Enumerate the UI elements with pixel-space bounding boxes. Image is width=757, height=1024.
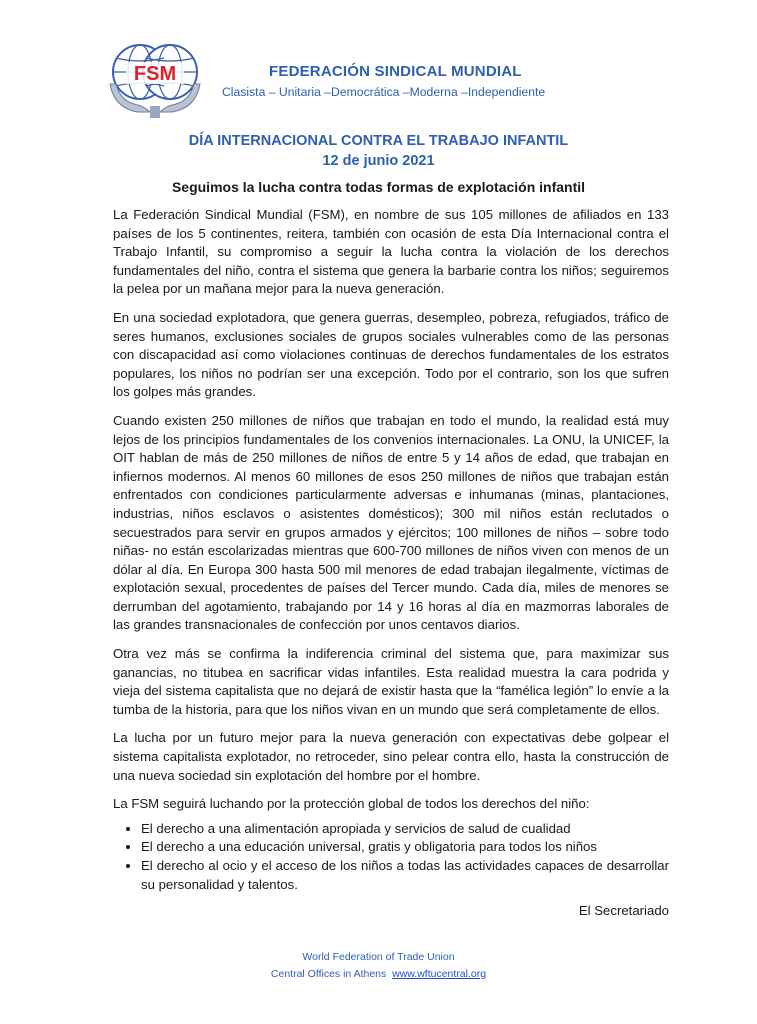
paragraph: La FSM seguirá luchando por la protección global de todos los derechos del niño: — [113, 796, 590, 812]
signature: El Secretariado — [578, 903, 669, 919]
fsm-logo — [104, 38, 206, 120]
paragraph: Otra vez más se confirma la indiferencia criminal del sistema que, para maximizar sus ganancias, no titubea en sacrificar vidas infantiles. Esta realidad muestra la cara podrida y vieja del sistema capitalista que no dejará de existir hasta que la “famélica legión” lo envíe a la tumba de la historia, para que los niños vivan en un mundo que será completamente de ellos. — [113, 646, 669, 717]
footer-org: World Federation of Trade Union — [302, 951, 455, 963]
org-tagline: Clasista – Unitaria –Democrática –Moderna –Independiente — [222, 85, 546, 99]
footer-address — [0, 966, 757, 983]
paragraph: La Federación Sindical Mundial (FSM), en nombre de sus 105 millones de afiliados en 133 países de los 5 continentes, reitera, también con ocasión de esta Día Internacional contra el Trabajo Infantil, su compromiso a seguir la lucha contra la violación de los derechos fundamentales del niño, contra el sistema que genera la barbarie contra los niños; seguiremos la pelea por un mañana mejor para la nueva generación. — [113, 207, 669, 297]
org-name: FEDERACIÓN SINDICAL MUNDIAL — [269, 63, 522, 80]
document-body — [113, 206, 669, 921]
paragraph: La lucha por un futuro mejor para la nueva generación con expectativas debe golpear el sistema capitalista explotador, no retroceder, sino pelear contra ello, hasta la construcción de una nueva sociedad sin explotación del hombre por el hombre. — [113, 730, 669, 783]
website-link[interactable]: www.wftucentral.org — [392, 968, 487, 980]
document-subtitle: Seguimos la lucha contra todas formas de explotación infantil — [171, 179, 586, 195]
list-item: • El derecho al ocio y el acceso de los niños a todas las actividades capaces de desarrollar su personalidad y talentos. — [141, 857, 669, 894]
paragraph: Cuando existen 250 millones de niños que trabajan en todo el mundo, la realidad está muy lejos de los principios fundamentales de los convenios internacionales. La ONU, la UNICEF, la OIT hablan de más de 250 millones de niños de entre 5 y 14 años de edad, que trabajan en infiernos modernos. Al menos 60 millones de esos 250 millones de niños que trabajan están enfrentados con condiciones particularmente adversas e inhumanas (minas, plantaciones, industrias, niños esclavos o asistentes domésticos); 300 mil niños están reclutados o secuestrados para servir en grupos armados y ejércitos; 100 millones de niños – sobre todo niñas- no están escolarizadas mientras que 600-700 millones de niños viven con menos de un dólar al día. En Europa 300 hasta 500 mil menores de edad trabajan ilegalmente, víctimas de explotación sexual, procedentes de países del Tercer mundo. Cada día, miles de menores se derrumban del agotamiento, trabajando por 14 y 16 horas al día en mazmorras laborales de las grandes transnacionales de confección por unos centavos diarios. — [113, 412, 669, 633]
rights-list — [113, 820, 669, 894]
footer — [0, 949, 757, 983]
list-item: • El derecho a una educación universal, gratis y obligatoria para todos los niños — [141, 838, 669, 857]
logo-text: FSM — [133, 63, 177, 85]
title-line-1: DÍA INTERNACIONAL CONTRA EL TRABAJO INFANTIL — [188, 133, 569, 149]
document-title — [0, 131, 757, 171]
title-date: 12 de junio 2021 — [322, 153, 435, 169]
org-header — [222, 63, 545, 99]
globe-hands-icon — [104, 38, 206, 120]
footer-offices: Central Offices in Athens — [270, 968, 387, 980]
paragraph: En una sociedad explotadora, que genera guerras, desempleo, pobreza, refugiados, tráfico de seres humanos, exclusiones sociales de grupos sociales vulnerables como de las personas con discapacidad así como violaciones continuas de derechos fundamentales de los estratos populares, los niños no podrían ser una excepción. Todo por el contrario, son los que sufren los golpes más grandes. — [113, 309, 669, 400]
list-item: • El derecho a una alimentación apropiada y servicios de salud de cualidad — [141, 820, 669, 839]
